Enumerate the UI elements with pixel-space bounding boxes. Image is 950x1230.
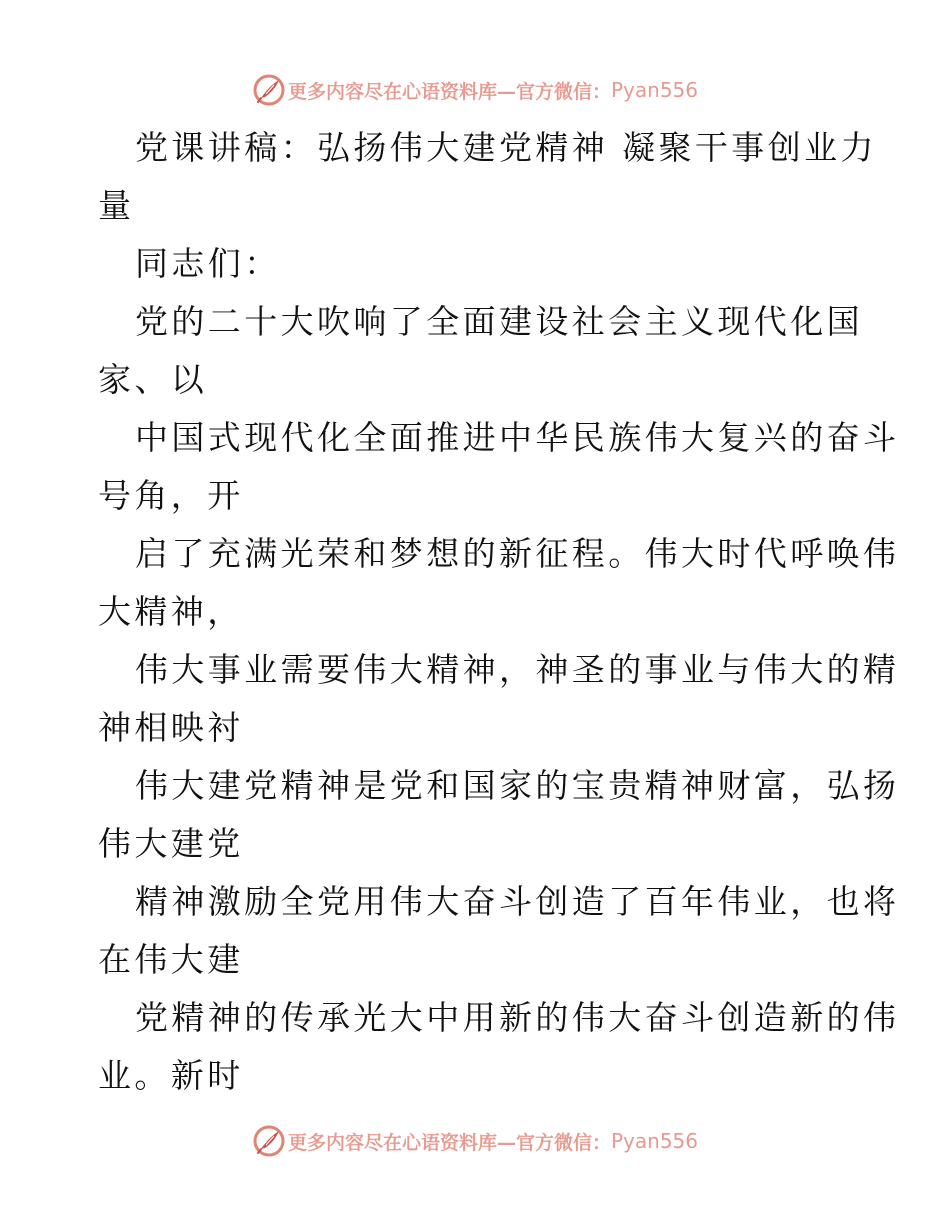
text-line: 中国式现代化全面推进中华民族伟大复兴的奋斗 bbox=[135, 418, 900, 457]
watermark-text: 更多内容尽在心语资料库—官方微信： bbox=[287, 80, 611, 103]
footer-watermark bbox=[0, 1123, 950, 1159]
text-line: 家、以 bbox=[98, 360, 208, 399]
text-line: 业。新时 bbox=[98, 1056, 244, 1095]
title-line-1: 党课讲稿：弘扬伟大建党精神 凝聚干事创业力 bbox=[135, 128, 877, 167]
title-line-2: 量 bbox=[98, 186, 135, 225]
watermark-wechat-handle: Pyan556 bbox=[611, 78, 699, 102]
watermark-text: 更多内容尽在心语资料库—官方微信： bbox=[287, 1131, 611, 1154]
salutation: 同志们： bbox=[135, 244, 281, 283]
text-line: 党精神的传承光大中用新的伟大奋斗创造新的伟 bbox=[135, 998, 900, 1037]
watermark-wechat-handle: Pyan556 bbox=[611, 1129, 699, 1153]
header-watermark bbox=[0, 72, 950, 108]
feather-pen-logo-icon bbox=[252, 1124, 286, 1158]
text-line: 大精神， bbox=[98, 592, 244, 631]
text-line: 伟大建党 bbox=[98, 824, 244, 863]
text-line: 党的二十大吹响了全面建设社会主义现代化国 bbox=[135, 302, 863, 341]
feather-pen-logo-icon bbox=[252, 73, 286, 107]
text-line: 伟大事业需要伟大精神，神圣的事业与伟大的精 bbox=[135, 650, 900, 689]
text-line: 精神激励全党用伟大奋斗创造了百年伟业，也将 bbox=[135, 882, 900, 921]
text-line: 在伟大建 bbox=[98, 940, 244, 979]
text-line: 号角，开 bbox=[98, 476, 244, 515]
text-line: 神相映衬 bbox=[98, 708, 244, 747]
text-line: 启了充满光荣和梦想的新征程。伟大时代呼唤伟 bbox=[135, 534, 900, 573]
text-line: 伟大建党精神是党和国家的宝贵精神财富，弘扬 bbox=[135, 766, 900, 805]
